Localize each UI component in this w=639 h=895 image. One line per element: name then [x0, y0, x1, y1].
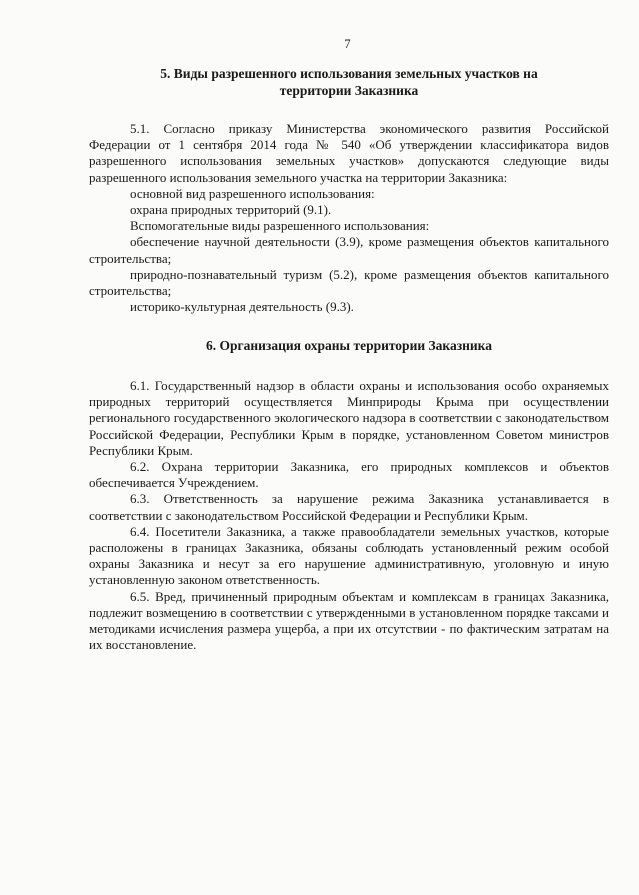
paragraph-6-2: 6.2. Охрана территории Заказника, его природных комплексов и объектов обеспечивается Учреждением.	[89, 458, 609, 491]
section-5-title-line2: территории Заказника	[279, 82, 419, 98]
paragraph-6-5: 6.5. Вред, причиненный природным объектам и комплексам в границах Заказника, подлежит возмещению в соответствии с утвержденными в установленном порядке таксами и методиками исчисления размера ущерба, а при их отсутствии - по фактическим затратам на их восстановление.	[89, 588, 609, 653]
list-item-auxiliary-uses: Вспомогательные виды разрешенного использования:	[130, 218, 430, 234]
list-item-main-use: основной вид разрешенного использования:	[130, 185, 375, 201]
list-item-tourism: природно-познавательный туризм (5.2), кроме размещения объектов капитального строительства;	[89, 266, 609, 299]
paragraph-5-1: 5.1. Согласно приказу Министерства экономического развития Российской Федерации от 1 сентября 2014 года № 540 «Об утверждении классификатора видов разрешенного использования земельных участков» допускаются следующие виды разрешенного использования земельного участка на территории Заказника:	[89, 121, 609, 185]
section-5-title	[89, 66, 609, 99]
paragraph-6-3: 6.3. Ответственность за нарушение режима Заказника устанавливается в соответствии с законодательством Российской Федерации и Республики Крым.	[89, 491, 609, 523]
list-item-nature-protection: охрана природных территорий (9.1).	[130, 202, 332, 218]
paragraph-6-4: 6.4. Посетители Заказника, а также правообладатели земельных участков, которые расположены в границах Заказника, обязаны соблюдать установленный режим особой охраны Заказника и несут за его нарушение административную, уголовную и иную установленную законом ответственность.	[89, 523, 609, 588]
paragraph-6-1: 6.1. Государственный надзор в области охраны и использования особо охраняемых природных территорий осуществляется Минприроды Крыма при осуществлении регионального государственного экологического надзора в соответствии с законодательством Российской Федерации, Республики Крым в порядке, установленном Советом министров Республики Крым.	[89, 377, 609, 458]
section-6-title: 6. Организация охраны территории Заказника	[205, 338, 493, 354]
document-body	[89, 66, 609, 653]
section-5-title-line1: 5. Виды разрешенного использования земельных участков на	[160, 66, 538, 81]
page-number: 7	[344, 37, 351, 51]
list-item-science: обеспечение научной деятельности (3.9), кроме размещения объектов капитального строительства;	[89, 234, 609, 266]
list-item-historical-cultural: историко-культурная деятельность (9.3).	[130, 299, 354, 315]
